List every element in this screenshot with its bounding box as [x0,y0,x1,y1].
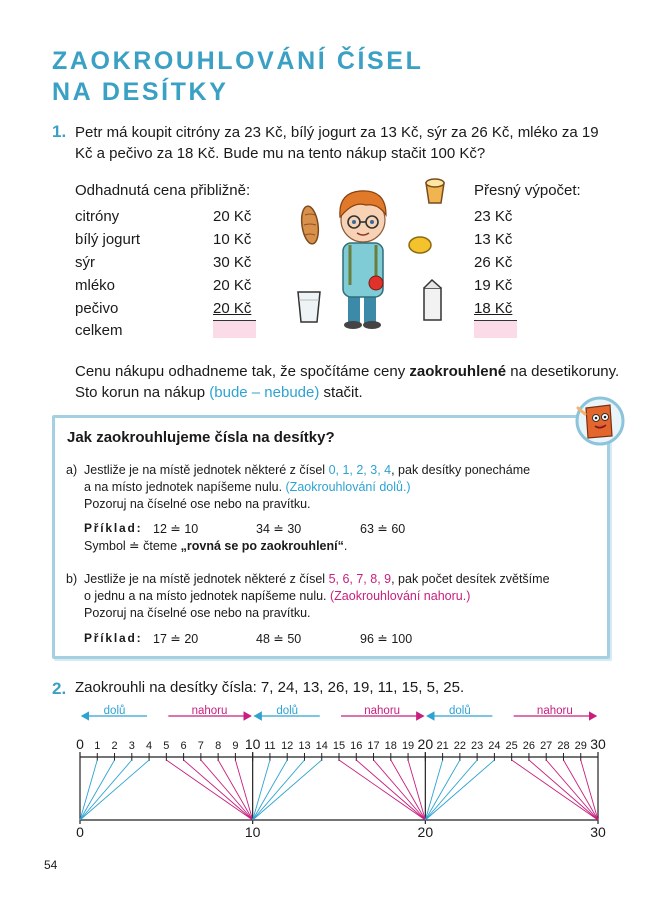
example: 34 ≐ 30 [256,522,302,536]
tens-label: 0 [76,824,84,840]
item-label: pečivo [75,300,119,317]
exact-value: 19 Kč [474,277,513,294]
number-line-diagram [0,700,657,850]
example-label: Příklad: [84,631,143,645]
tick-label: 28 [557,740,570,752]
up-label: nahoru [536,705,573,717]
book-mascot-icon [572,394,626,446]
round-up-line [184,760,253,820]
yogurt-cup-icon [426,179,444,203]
rule-title: Jak zaokrouhlujeme čísla na desítky? [67,429,335,446]
round-down-line [425,760,477,820]
tens-label: 30 [590,824,606,840]
round-down-line [253,760,305,820]
tick-label: 14 [315,740,328,752]
tick-label: 1 [94,740,101,752]
exact-header: Přesný výpočet: [474,182,581,199]
up-label: nahoru [364,705,401,717]
exact-value: 23 Kč [474,208,513,225]
rule-b-text: Jestliže je na místě jednotek některé z čísel 5, 6, 7, 8, 9, pak počet desítek zvětšíme o jednu a na místo jednotek napíšeme nulu. (Zaokrouhlování nahoru.) Pozoruj na číselné ose nebo na pravítku. [84,572,550,620]
tick-label: 6 [180,740,187,752]
round-up-line [166,760,252,820]
tick-label: 15 [332,740,346,752]
tick-label: 12 [281,740,294,752]
answer-choice[interactable]: (bude – nebude) [209,384,320,401]
round-up-line [218,760,253,820]
round-down-line [80,760,149,820]
round-up-line [546,760,598,820]
tens-label: 10 [244,824,261,840]
example: 63 ≐ 60 [360,522,406,536]
exact-value: 26 Kč [474,254,513,271]
tick-label: 7 [197,740,204,752]
milk-carton-icon [424,280,441,320]
lemon-icon [409,237,431,253]
round-up-line [339,760,425,820]
example: 17 ≐ 20 [153,632,199,646]
round-up-line [563,760,598,820]
estimate-value: 20 Kč [213,300,252,317]
bread-icon [299,205,320,245]
exact-value: 18 Kč [474,300,513,317]
estimate-value: 20 Kč [213,208,252,225]
tick-label: 19 [401,740,415,752]
tick-label: 27 [540,740,553,752]
tick-label: 24 [488,740,501,752]
page-title [52,46,423,108]
tick-label: 26 [522,740,536,752]
tick-label: 20 [417,736,434,752]
down-label: dolů [276,705,299,717]
round-up-line [235,760,252,820]
rule-a-prefix: a) [66,463,78,477]
tick-label: 22 [453,740,466,752]
boy-shopping-illustration [290,175,465,335]
round-down-line [253,760,322,820]
item-label: sýr [75,254,95,271]
milk-glass-icon [298,292,320,322]
task-1-text: Petr má koupit citróny za 23 Kč, bílý jogurt za 13 Kč, sýr za 26 Kč, mléko za 19 Kč a pečivo za 18 Kč. Bude mu na tento nákup stačit 100 Kč? [75,124,599,162]
tick-label: 21 [436,740,449,752]
tick-label: 17 [367,740,380,752]
tick-label: 5 [163,740,170,752]
boy-icon [340,191,386,329]
rule-b-prefix: b) [66,572,78,586]
round-up-line [512,760,598,820]
exact-total-answer-box[interactable] [474,320,517,338]
item-label: mléko [75,277,116,294]
example-label: Příklad: [84,521,143,535]
tick-label: 18 [384,740,397,752]
round-down-line [425,760,460,820]
tick-label: 23 [471,740,484,752]
task-1-number: 1. [52,122,67,141]
tick-label: 11 [264,740,276,752]
tick-label: 2 [111,740,118,752]
round-up-line [201,760,253,820]
estimate-value: 30 Kč [213,254,252,271]
round-down-line [253,760,270,820]
tick-label: 8 [215,740,222,752]
tens-label: 20 [417,824,434,840]
round-up-line [529,760,598,820]
task-2-text: Zaokrouhli na desítky čísla: 7, 24, 13, 26, 19, 11, 15, 5, 25. [75,679,465,696]
up-label: nahoru [191,705,228,717]
item-label: citróny [75,208,120,225]
estimate-value: 10 Kč [213,231,252,248]
down-label: dolů [103,705,126,717]
tick-label: 9 [232,740,239,752]
example: 96 ≐ 100 [360,632,413,646]
example: 12 ≐ 10 [153,522,199,536]
symbol-explanation: Symbol ≐ čteme „rovná se po zaokrouhlení“. [84,539,348,553]
round-down-line [80,760,115,820]
item-label: bílý jogurt [75,231,141,248]
tick-label: 30 [590,736,606,752]
round-up-line [356,760,425,820]
tick-label: 3 [128,740,135,752]
estimate-value: 20 Kč [213,277,252,294]
round-down-line [425,760,442,820]
estimate-total-answer-box[interactable] [213,320,256,338]
round-down-line [80,760,132,820]
example: 48 ≐ 50 [256,632,302,646]
round-down-line [425,760,494,820]
round-down-line [253,760,288,820]
tick-label: 25 [505,740,518,752]
tick-label: 29 [574,740,587,752]
tick-label: 10 [244,736,261,752]
tick-label: 13 [298,740,311,752]
title-line-2: NA DESÍTKY [52,78,229,106]
round-up-line [391,760,426,820]
rule-a-text: Jestliže je na místě jednotek některé z čísel 0, 1, 2, 3, 4, pak desítky ponecháme a na místo jednotek napíšeme nulu. (Zaokrouhlování dolů.) Pozoruj na číselné ose nebo na pravítku. [84,463,531,511]
round-up-line [374,760,426,820]
round-down-line [80,760,97,820]
task-2-number: 2. [52,679,67,698]
estimate-header: Odhadnutá cena přibližně: [75,182,251,199]
tick-label: 0 [76,736,84,752]
rule-box [52,415,610,659]
down-label: dolů [448,705,471,717]
tick-label: 16 [350,740,363,752]
round-up-line [581,760,598,820]
tick-label: 4 [146,740,153,752]
total-label: celkem [75,322,123,339]
round-up-line [408,760,425,820]
title-line-1: ZAOKROUHLOVÁNÍ ČÍSEL [52,47,424,75]
exact-value: 13 Kč [474,231,513,248]
page-number: 54 [44,858,58,872]
task-1-note: Cenu nákupu odhadneme tak, že spočítáme ceny zaokrouhlené na desetikoruny. Sto korun na nákup (bude – nebude) stačit. [75,363,620,401]
